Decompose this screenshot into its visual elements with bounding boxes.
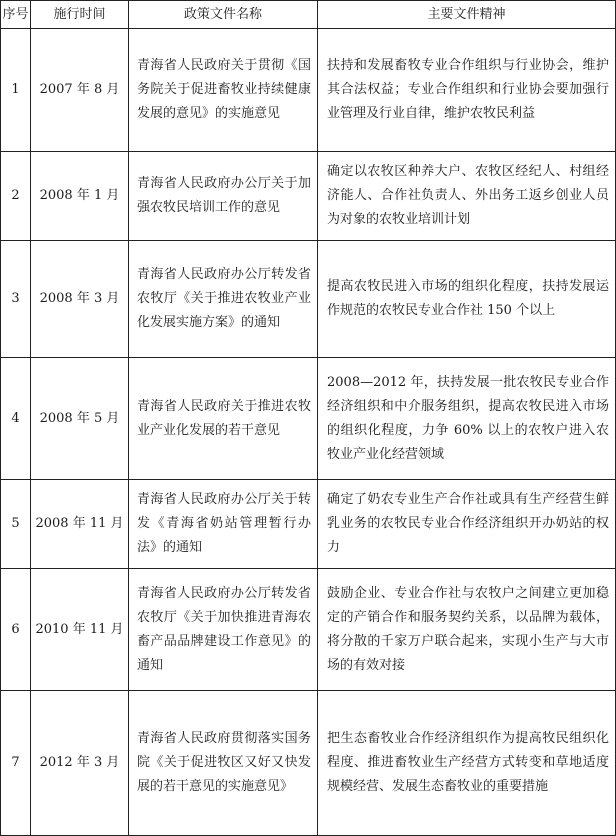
row-date: 2008 年 11 月 [31, 480, 129, 569]
header-row [1, 1, 616, 29]
header-spirit: 主要文件精神 [318, 1, 616, 29]
row-spirit: 鼓励企业、专业合作社与农牧户之间建立更加稳定的产销合作和服务契约关系，以品牌为载体，将分散的千家万户联合起来，实现小生产与大市场的有效对接 [318, 569, 616, 691]
row-spirit: 确定以农牧区种养大户、农牧区经纪人、村组经济能人、合作社负责人、外出务工返乡创业人员为对象的农牧业培训计划 [318, 152, 616, 241]
row-spirit: 把生态畜牧业合作经济组织作为提高牧民组织化程度、推进畜牧业生产经营方式转变和草地适度规模经营、发展生态畜牧业的重要措施 [318, 691, 616, 836]
row-index: 7 [1, 691, 31, 836]
table-row [1, 152, 616, 241]
row-document: 青海省人民政府关于贯彻《国务院关于促进畜牧业持续健康发展的意见》的实施意见 [129, 29, 318, 152]
table-row [1, 241, 616, 358]
row-index: 5 [1, 480, 31, 569]
header-date: 施行时间 [31, 1, 129, 29]
row-spirit: 扶持和发展畜牧专业合作组织与行业协会，维护其合法权益；专业合作组织和行业协会要加强行业管理及行业自律，维护农牧民利益 [318, 29, 616, 152]
row-document: 青海省人民政府办公厅关于加强农牧民培训工作的意见 [129, 152, 318, 241]
row-index: 1 [1, 29, 31, 152]
row-document: 青海省人民政府办公厅转发省农牧厅《关于加快推进青海农畜产品品牌建设工作意见》的通知 [129, 569, 318, 691]
row-date: 2008 年 3 月 [31, 241, 129, 358]
row-spirit: 确定了奶农专业生产合作社或具有生产经营生鲜乳业务的农牧民专业合作经济组织开办奶站的权力 [318, 480, 616, 569]
table-row [1, 691, 616, 836]
row-index: 2 [1, 152, 31, 241]
row-document: 青海省人民政府办公厅关于转发《青海省奶站管理暂行办法》的通知 [129, 480, 318, 569]
header-document: 政策文件名称 [129, 1, 318, 29]
row-document: 青海省人民政府贯彻落实国务院《关于促进牧区又好又快发展的若干意见的实施意见》 [129, 691, 318, 836]
row-date: 2008 年 1 月 [31, 152, 129, 241]
row-document: 青海省人民政府办公厅转发省农牧厅《关于推进农牧业产业化发展实施方案》的通知 [129, 241, 318, 358]
row-date: 2010 年 11 月 [31, 569, 129, 691]
row-index: 3 [1, 241, 31, 358]
row-spirit: 提高农牧民进入市场的组织化程度，扶持发展运作规范的农牧民专业合作社 150 个以上 [318, 241, 616, 358]
row-date: 2012 年 3 月 [31, 691, 129, 836]
table-row [1, 358, 616, 480]
row-spirit: 2008—2012 年，扶持发展一批农牧民专业合作经济组织和中介服务组织，提高农牧民进入市场的组织化程度，力争 60% 以上的农牧户进入农牧业产业化经营领域 [318, 358, 616, 480]
row-index: 6 [1, 569, 31, 691]
row-date: 2007 年 8 月 [31, 29, 129, 152]
header-index: 序号 [1, 1, 31, 29]
row-document: 青海省人民政府关于推进农牧业产业化发展的若干意见 [129, 358, 318, 480]
table-row [1, 480, 616, 569]
row-date: 2008 年 5 月 [31, 358, 129, 480]
row-index: 4 [1, 358, 31, 480]
table-row [1, 569, 616, 691]
table-row [1, 29, 616, 152]
